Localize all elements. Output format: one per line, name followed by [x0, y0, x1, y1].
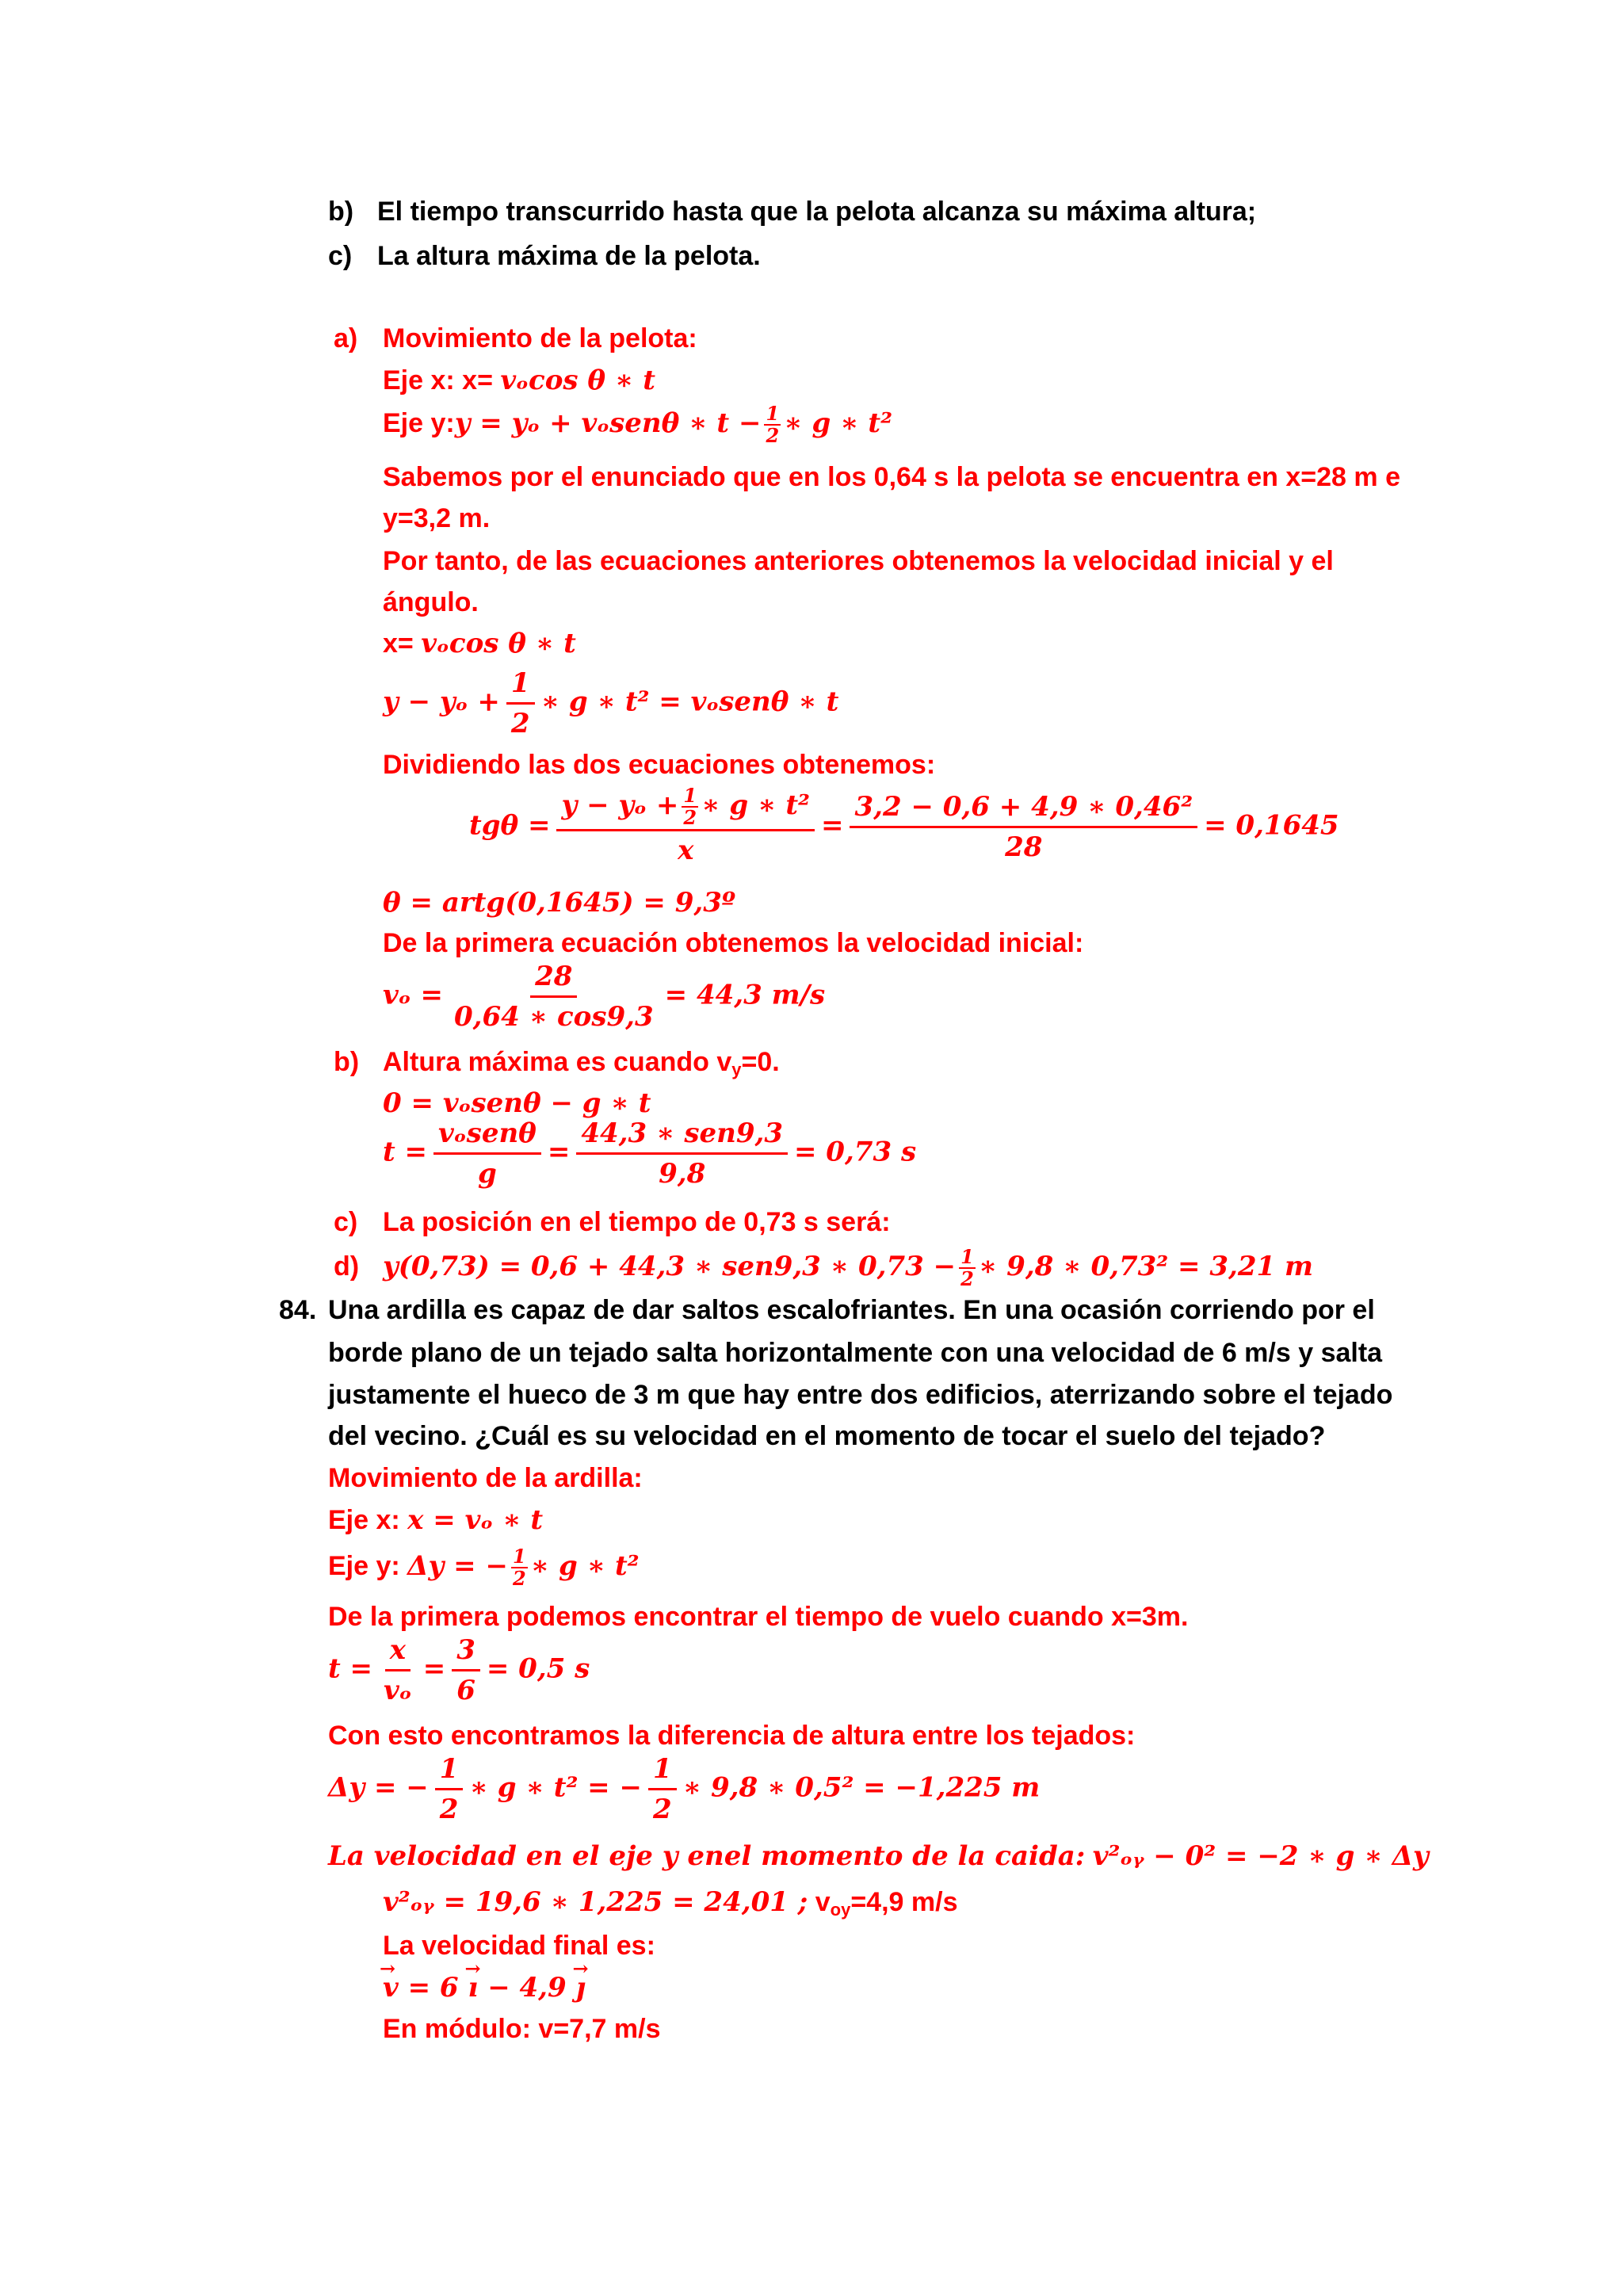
problem-84-line-3: justamente el hueco de 3 m que hay entre dos edificios, aterrizando sobre el tejado — [328, 1380, 1393, 1410]
tg-fraction-1: y − yₒ + $\frac{1}{2}$ ∗ g ∗ t² x — [556, 786, 814, 868]
solution-a-eq1: x= vₒcos θ ∗ t — [383, 628, 576, 659]
t-equation: t = $\frac{\text{vₒsenθ}}{g}$ = $\frac{\text{44,3 ∗ sen9,3}}{9,8}$ = 0,73 s — [383, 1117, 917, 1190]
problem-84-line-1: 84. Una ardilla es capaz de dar saltos escalofriantes. En una ocasión corriendo por el — [279, 1293, 1375, 1328]
solution-d: d) y(0,73) = 0,6 + 44,3 ∗ sen9,3 ∗ 0,73 − $\frac{1}{2}$ ∗ 9,8 ∗ 0,73² = 3,21 m — [334, 1245, 1313, 1290]
v0-equation: vₒ = $\frac{28}{0,64 ∗ \cos 9,3}$ = 44,3 m/s — [383, 961, 826, 1033]
solution-a-text-3: Dividiendo las dos ecuaciones obtenemos: — [383, 750, 936, 780]
solution-a-text-4: De la primera ecuación obtenemos la velocidad inicial: — [383, 928, 1084, 958]
t-flight-equation: t = $\frac{x}{\text{vₒ}}$ = $\frac{3}{6}$ = 0,5 s — [328, 1634, 590, 1706]
question-b — [328, 194, 1256, 229]
problem-84-line-2: borde plano de un tejado salta horizontalmente con una velocidad de 6 m/s y salta — [328, 1338, 1383, 1368]
solution-a-eje-x: Eje x: x= vₒcos θ ∗ t — [383, 365, 655, 396]
solution-a-label: a) — [334, 323, 358, 353]
half-fraction: $\frac{1}{2}$ — [506, 666, 535, 741]
solution-a-text-2a: Por tanto, de las ecuaciones anteriores obtenemos la velocidad inicial y el — [383, 546, 1334, 576]
question-c-label: c) — [328, 241, 353, 271]
t-flight-fraction-1: $\frac{x}{\text{vₒ}}$ — [384, 1634, 412, 1706]
solution-84-text-5: En módulo: v=7,7 m/s — [383, 2014, 661, 2044]
solution-84-text-4: La velocidad final es: — [383, 1931, 655, 1961]
voy-equation: v²ₒᵧ = 19,6 ∗ 1,225 = 24,01 ; $v_{oy}=4,9$ m/s — [383, 1886, 958, 1920]
question-c — [328, 239, 761, 273]
solution-a-text-2b: ángulo. — [383, 587, 479, 617]
delta-y-equation: Δy = − $\frac{1}{2}$ ∗ g ∗ t² = − $\frac{1}{2}$ ∗ 9,8 ∗ 0,5² = −1,225 m — [328, 1753, 1041, 1825]
half-fraction: $\frac{1}{2}$ — [648, 1752, 677, 1827]
solution-a-eje-y: Eje y:y = yₒ + vₒsenθ ∗ t − $\frac{1}{2}$ ∗ g ∗ t² — [383, 402, 893, 447]
solution-c-label: c) — [334, 1207, 358, 1237]
solution-a-eq2: y − yₒ + $\frac{1}{2}$ ∗ g ∗ t² = vₒsenθ ∗ t — [383, 667, 839, 739]
solution-c: c) La posición en el tiempo de 0,73 s será: — [334, 1205, 891, 1240]
half-fraction: $\frac{1}{2}$ — [766, 402, 780, 447]
question-b-label: b) — [328, 197, 354, 227]
unit-vector-j: → ȷ — [576, 1970, 586, 2005]
solution-a-text-1a: Sabemos por el enunciado que en los 0,64 s la pelota se encuentra en x=28 m e — [383, 462, 1400, 492]
tg-fraction-2: $\frac{\text{3,2 − 0,6 + 4,9 ∗ 0,46²}}{28}$ — [850, 789, 1197, 865]
problem-84-line-4: del vecino. ¿Cuál es su velocidad en el momento de tocar el suelo del tejado? — [328, 1421, 1326, 1451]
t-fraction-2: $\frac{\text{44,3 ∗ sen9,3}}{9,8}$ — [576, 1116, 788, 1191]
solution-84-eje-y: Eje y: Δy = − $\frac{1}{2}$ ∗ g ∗ t² — [328, 1545, 640, 1590]
question-b-text: El tiempo transcurrido hasta que la pelota alcanza su máxima altura; — [377, 197, 1257, 227]
t-fraction-1: $\frac{\text{vₒsenθ}}{g}$ — [433, 1116, 541, 1191]
solution-b-title: b) Altura máxima es cuando $v_y=0$. — [334, 1045, 780, 1087]
solution-84-text-3: La velocidad en el eje y enel momento de la caida: v²ₒᵧ − 0² = −2 ∗ g ∗ Δy — [328, 1840, 1429, 1872]
theta-result: θ = artg(0,1645) = 9,3º — [383, 887, 735, 919]
solution-b-label: b) — [334, 1047, 360, 1077]
solution-84-eje-x: Eje x: x = vₒ ∗ t — [328, 1504, 544, 1536]
solution-84-text-2: Con esto encontramos la diferencia de altura entre los tejados: — [328, 1721, 1136, 1751]
question-c-text: La altura máxima de la pelota. — [377, 241, 761, 271]
problem-number: 84. — [279, 1295, 317, 1325]
solution-84-text-1: De la primera podemos encontrar el tiempo de vuelo cuando x=3m. — [328, 1602, 1189, 1632]
solution-b-eq1: 0 = vₒsenθ − g ∗ t — [383, 1087, 651, 1119]
velocity-vector: → v = 6 → ı − 4,9 → ȷ — [383, 1970, 586, 2005]
solution-a-text-1b: y=3,2 m. — [383, 503, 491, 533]
solution-84-title: Movimiento de la ardilla: — [328, 1463, 643, 1493]
solution-a-title: a) Movimiento de la pelota: — [334, 321, 697, 356]
vector-v: → v — [383, 1970, 399, 2005]
solution-d-label: d) — [334, 1251, 360, 1282]
tg-equation: tgθ = y − yₒ + $\frac{1}{2}$ ∗ g ∗ t² x = $\frac{\text{3,2 − 0,6 + 4,9 ∗ 0,46²}}{28}$ = 0,1645 — [469, 784, 1339, 866]
t-flight-fraction-2: $\frac{3}{6}$ — [452, 1633, 480, 1708]
half-fraction: $\frac{1}{2}$ — [435, 1752, 464, 1827]
v0-fraction: $\frac{28}{0,64 ∗ \cos 9,3}$ — [453, 961, 654, 1033]
half-fraction: $\frac{1}{2}$ — [960, 1245, 974, 1290]
unit-vector-i: → ı — [468, 1970, 478, 2005]
half-fraction: $\frac{1}{2}$ — [512, 1545, 526, 1590]
